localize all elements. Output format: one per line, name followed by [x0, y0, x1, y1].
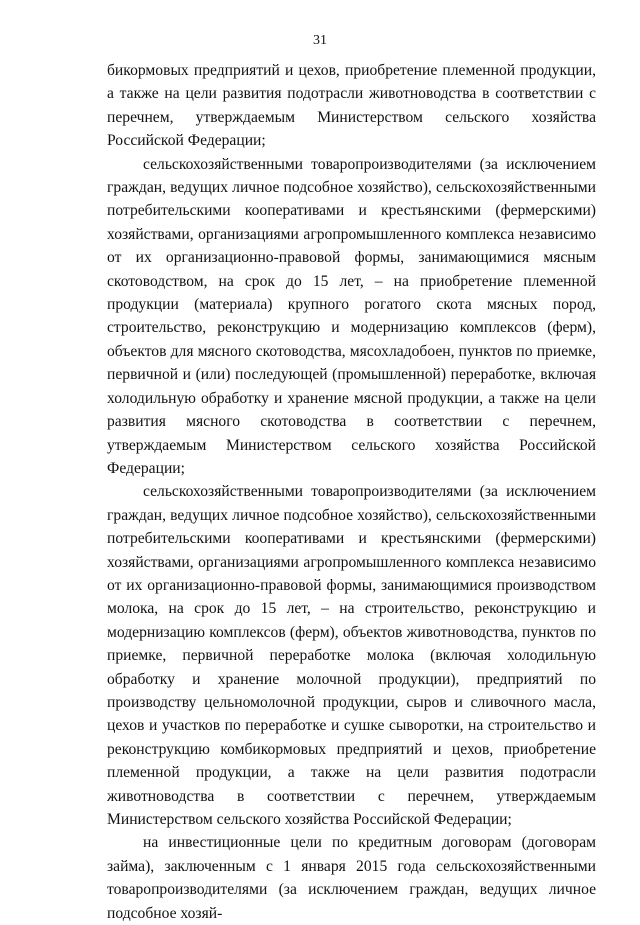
paragraph-3: сельскохозяйственными товаропроизводителями (за исключением граждан, ведущих личное подсобное хозяйство), сельскохозяйственными потребительскими кооперативами и крестьянскими (фермерскими) хозяйствами, организациями агропромышленного комплекса независимо от их организационно-правовой формы, занимающимися производством молока, на срок до 15 лет, – на строительство, реконструкцию и модернизацию комплексов (ферм), объектов животноводства, пунктов по приемке, первичной переработке молока (включая холодильную обработку и хранение молочной продукции), предприятий по производству цельномолочной продукции, сыров и сливочного масла, цехов и участков по переработке и сушке сыворотки, на строительство и реконструкцию комбикормовых предприятий и цехов, приобретение племенной продукции, а также на цели развития подотрасли животноводства в соответствии с перечнем, утверждаемым Министерством сельского хозяйства Российской Федерации;	[107, 483, 596, 828]
paragraph-1: бикормовых предприятий и цехов, приобретение племенной продукции, а также на цели развития подотрасли животноводства в соответствии с перечнем, утверждаемым Министерством сельского хозяйства Российской Федерации;	[107, 62, 596, 150]
paragraph-2: сельскохозяйственными товаропроизводителями (за исключением граждан, ведущих личное подсобное хозяйство), сельскохозяйственными потребительскими кооперативами и крестьянскими (фермерскими) хозяйствами, организациями агропромышленного комплекса независимо от их организационно-правовой формы, занимающимися мясным скотоводством, на срок до 15 лет, – на приобретение племенной продукции (материала) крупного рогатого скота мясных пород, строительство, реконструкцию и модернизацию комплексов (ферм), объектов для мясного скотоводства, мясохладобоен, пунктов по приемке, первичной и (или) последующей (промышленной) переработке, включая холодильную обработку и хранение мясной продукции, а также на цели развития мясного скотоводства в соответствии с перечнем, утверждаемым Министерством сельского хозяйства Российской Федерации;	[107, 155, 596, 477]
paragraph-4: на инвестиционные цели по кредитным договорам (договорам займа), заключенным с 1 января 2015 года сельскохозяйственными товаропроизводителями (за исключением граждан, ведущих личное подсобное хозяй-	[107, 834, 596, 922]
page-number: 31	[313, 33, 327, 48]
document-body	[107, 59, 596, 925]
